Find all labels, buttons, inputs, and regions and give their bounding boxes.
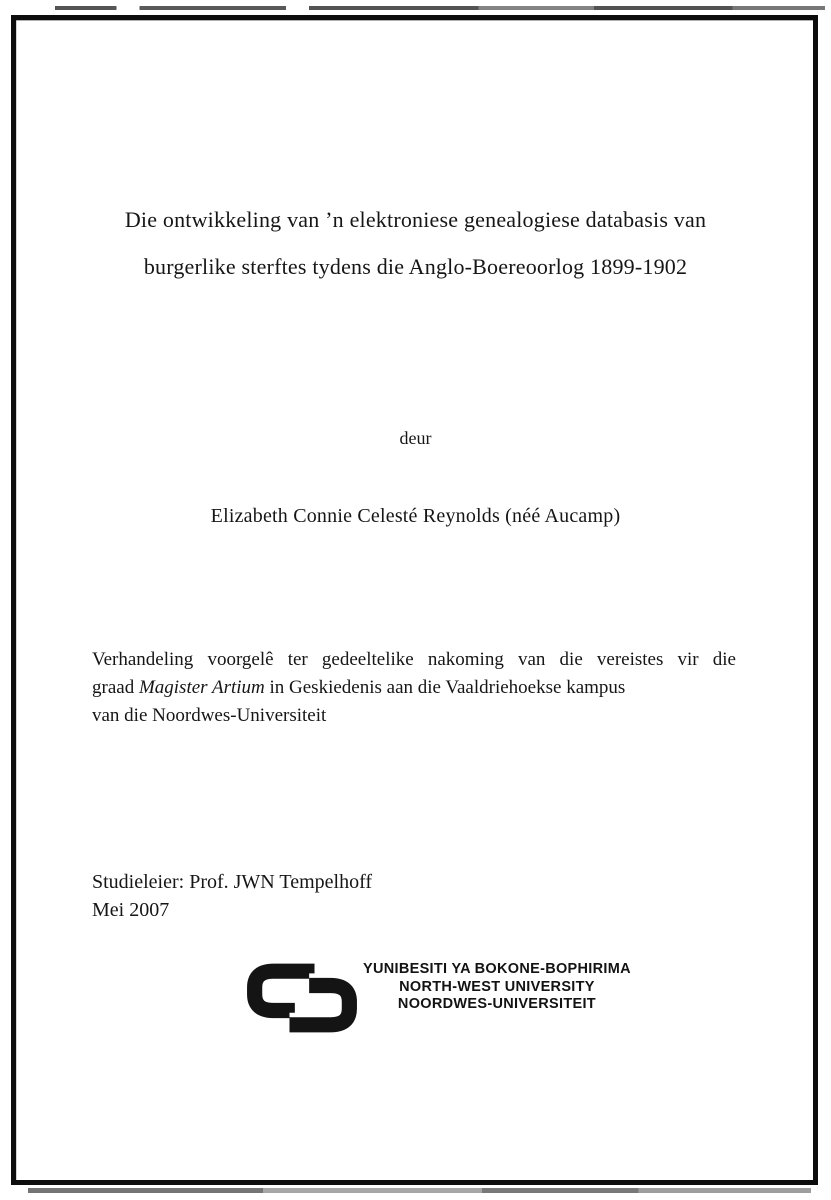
scan-artifact-top	[55, 6, 825, 10]
degree-statement-line2-suffix: in Geskiedenis aan die Vaaldriehoekse kampus	[264, 677, 626, 698]
university-name-setswana: YUNIBESITI YA BOKONE-BOPHIRIMA	[363, 961, 631, 977]
thesis-title-line2: burgerlike sterftes tydens die Anglo-Boereoorlog 1899-1902	[143, 254, 688, 279]
university-logo-text	[363, 956, 631, 1014]
university-name-afrikaans: NOORDWES-UNIVERSITEIT	[397, 996, 596, 1012]
thesis-title	[45, 196, 786, 290]
date-line: Mei 2007	[92, 899, 170, 921]
degree-statement	[92, 646, 736, 730]
chain-links-icon	[243, 956, 361, 1040]
degree-name-italic: Magister Artium	[138, 677, 265, 698]
supervisor-block	[92, 868, 372, 924]
university-logo	[243, 956, 631, 1040]
university-name-english: NORTH-WEST UNIVERSITY	[399, 978, 595, 995]
thesis-title-line1: Die ontwikkeling van ’n elektroniese genealogiese databasis van	[124, 207, 707, 232]
degree-statement-line2	[92, 674, 736, 702]
author-name: Elizabeth Connie Celesté Reynolds (néé Aucamp)	[210, 505, 621, 527]
degree-statement-line2-prefix: graad	[92, 677, 139, 698]
scan-artifact-bottom	[28, 1188, 811, 1193]
degree-statement-line1: Verhandeling voorgelê ter gedeeltelike nakoming van die vereistes vir die	[92, 649, 736, 670]
byline: deur	[399, 428, 432, 448]
degree-statement-line3: van die Noordwes-Universiteit	[92, 705, 327, 726]
supervisor-line: Studieleier: Prof. JWN Tempelhoff	[92, 871, 373, 893]
